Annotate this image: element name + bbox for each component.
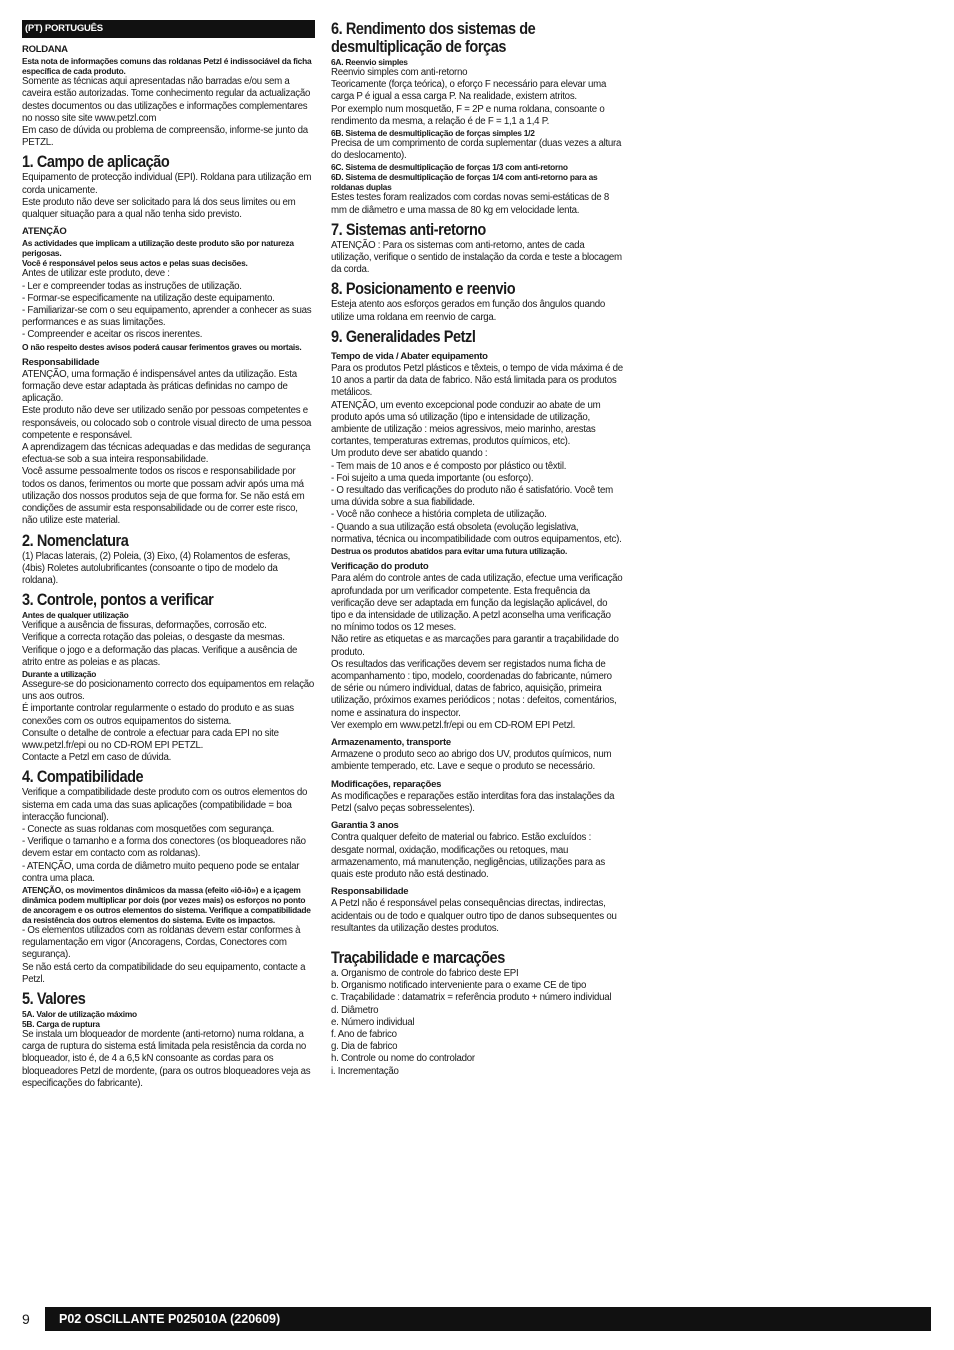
right-column — [331, 20, 623, 1078]
section-9-title: 9. Generalidades Petzl — [331, 327, 476, 346]
section-8-text: Esteja atento aos esforços gerados em função dos ângulos quando utilize uma roldana em reenvio de carga. — [331, 299, 605, 323]
marking-item: g. Dia de fabrico — [331, 1041, 398, 1053]
section-4-text-1: Verifique a compatibilidade deste produto com os outros elementos do sistema em cada uma das suas aplicações (compatibilidade = boa interacção funcional). - Conecte as suas roldanas com mosquetões com segurança. - Verifique o tamanho e a forma dos conectores (os bloqueadores não devem estar em contacto com as roldanas). - ATENÇÃO, uma corda de diâmetro muito pequeno pode se entalar contra uma placa. — [22, 787, 308, 884]
section-1-text: Equipamento de protecção individual (EPI). Roldana para utilização em corda unicamente. Este produto não deve ser solicitado para lá dos seus limites ou em qualquer situação para a qual não tenha sido previsto. — [22, 172, 312, 221]
section-2-title: 2. Nomenclatura — [22, 531, 129, 550]
page-number: 9 — [22, 1311, 30, 1327]
section-9-sub-5: Garantia 3 anos — [331, 820, 399, 832]
language-header: (PT) PORTUGUÊS — [22, 20, 315, 38]
section-9-sub-2: Verificação do produto — [331, 561, 429, 573]
section-3-text-2: Assegure-se do posicionamento correcto dos equipamentos em relação uns aos outros. É importante controlar regularmente o estado do produto e as suas conexões com os outros equipamentos do sistema. Consulte o detalhe de controle a efectuar para cada EPI no site www.petzl.fr/epi ou no CD-ROM EPI PETZL. Contacte a Petzl em caso de dúvida. — [22, 678, 315, 764]
section-1-bold-1: As actividades que implicam a utilização deste produto são por natureza perigosas. — [22, 238, 294, 259]
marking-item: b. Organismo notificado interveniente para o exame CE de tipo — [331, 980, 587, 992]
section-3-sub-2: Durante a utilização — [22, 668, 97, 679]
section-9-sub-4: Modificações, reparações — [331, 778, 442, 790]
section-6-text-1: Reenvio simples com anti-retorno Teoricamente (força teórica), o eforço F necessário para elevar uma carga P é igual a essa carga P. Na realidade, existem atritos. Por exemplo num mosquetão, F = 2P e numa roldana, consoante o rendimento da mesma, a relação é de F = 1,1 a 1,4 P. — [331, 67, 607, 127]
section-5-sub-1: 5A. Valor de utilização máximo — [22, 1008, 137, 1019]
section-10-title: Traçabilidade e marcações — [331, 948, 505, 967]
section-1-resp-text: ATENÇÃO, uma formação é indispensável antes da utilização. Esta formação deve estar adaptada às práticas definidas no campo de aplicação. Este produto não deve ser utilizado senão por pessoas competentes e responsáveis, ou colocado sob o controle visual directo de uma pessoa competente e responsável. A aprendizagem das técnicas adequadas e das medidas de segurança efectua-se sob a sua inteira responsabilidade. Você assume pessoalmente todos os riscos e responsabilidade por todos os danos, ferimentos ou morte que possam advir após uma má utilização dos nossos produtos seja de que forma for. Se não está em condições de assumir esta responsabilidade ou de correr este risco, não utilize este material. — [22, 368, 312, 527]
section-9-text-2: Para além do controle antes de cada utilização, efectue uma verificação aprofundada por um verificador competente. Esta frequência da verificação deve ser adaptada em função da legislação aplicável, do tipo e da intensidade de utilização. A petzl aconselha uma verificação no mínimo todos os 12 meses. Não retire as etiquetas e as marcações para garantir a traçabilidade do produto. Os resultados das verificações devem ser registados numa ficha de acompanhamento : tipo, modelo, coordenadas do fabricante, número de série ou número individual, datas de fabrico, aquisição, primeira utilização, próximos exames periódicos ; notas : defeitos, comentários, nome e assinatura do inspector. Ver exemplo em www.petzl.fr/epi ou em CD-ROM EPI Petzl. — [331, 573, 623, 731]
section-1-resp-title: Responsabilidade — [22, 356, 100, 368]
marking-item: f. Ano de fabrico — [331, 1029, 397, 1040]
section-9-sub-3: Armazenamento, transporte — [331, 736, 451, 748]
section-3-sub-1: Antes de qualquer utilização — [22, 610, 129, 621]
section-8-title: 8. Posicionamento e reenvio — [331, 280, 516, 299]
footer-reference: P02 OSCILLANTE P025010A (220609) — [45, 1307, 931, 1331]
section-9-text-4: As modificações e reparações estão interditas fora das instalações da Petzl (salvo peças sobresselentes). — [331, 790, 615, 814]
section-4-text-2: - Os elementos utilizados com as roldanas devem estar conformes à regulamentação em vigor (Ancoragens, Cordas, Conectores com segurança). Se não está certo da compatibilidade do seu equipamento, contacte a Petzl. — [22, 924, 306, 985]
section-6-sub-4: 6D. Sistema de desmultiplicação de forças 1/4 com anti-retorno para as roldanas duplas — [331, 172, 598, 193]
section-9-text-6: A Petzl não é responsável pelas consequências directas, indirectas, acidentais ou de todo e qualquer outro tipo de danos subsequentes ou resultantes da utilização destes produtos. — [331, 898, 617, 934]
section-2-text: (1) Placas laterais, (2) Poleia, (3) Eixo, (4) Rolamentos de esferas, (4bis) Roletes autolubrificantes (consoante o tipo de modelo da roldana). — [22, 550, 291, 586]
section-9-text-5: Contra qualquer defeito de material ou fabrico. Estão excluídos : desgate normal, oxidação, modificações ou retoques, mau armazenamento, má manutenção, negligências, utilizações para as quais este produto não está destinado. — [331, 832, 605, 880]
intro-bold: Esta nota de informações comuns das roldanas Petzl é indissociável da ficha específica de cada produto. — [22, 56, 312, 77]
section-1-title: 1. Campo de aplicação — [22, 153, 170, 172]
marking-item: a. Organismo de controle do fabrico deste EPI — [331, 967, 519, 979]
section-1-warning-title: ATENÇÃO — [22, 226, 67, 238]
marking-item: e. Número individual — [331, 1016, 415, 1028]
section-7-title: 7. Sistemas anti-retorno — [331, 220, 486, 239]
section-6-sub-3: 6C. Sistema de desmultiplicação de forças 1/3 com anti-retorno — [331, 162, 568, 173]
marking-item: d. Diâmetro — [331, 1004, 379, 1016]
section-9-text-1: Para os produtos Petzl plásticos e têxteis, o tempo de vida máxima é de 10 anos a partir da data de fabrico. Não está limitada para os produtos metálicos. ATENÇÃO, um evento excepcional pode conduzir ao abate de um produto após uma só utilização (tipo e intensidade de utilização, ambiente de utilização : meios agressivos, meio marinho, arestas cortantes, temperaturas extremas, produtos químicos, etc). Um produto deve ser abatido quando : - Tem mais de 10 anos e é composto por plástico ou têxtil. - Foi sujeito a uma queda importante (ou esforço). - O resultado das verificações do produto não é satisfatório. Você tem uma dúvida sobre a sua fiabilidade. - Você não conhece a história completa de utilização. - Quando a sua utilização está obsoleta (evolução legislativa, normativa, técnica ou incompatibilidade com outros equipamentos, etc). — [331, 363, 623, 545]
section-4-bold: ATENÇÃO, os movimentos dinâmicos da massa (efeito «iô-iô») e a içagem dinâmica podem multiplicar por dois (por vezes mais) os esforços no ponto de ancoragem e os outros elementos do sistema. Verifique a compatibilidade da resistência dos outros elementos do sistema. Evite os impactos. — [22, 884, 311, 925]
section-6-text-2: Precisa de um comprimento de corda suplementar (duas vezes a altura do deslocamento). — [331, 138, 622, 162]
section-5-title: 5. Valores — [22, 989, 86, 1008]
intro-title: ROLDANA — [22, 44, 68, 55]
section-9-sub-6: Responsabilidade — [331, 886, 409, 898]
section-4-title: 4. Compatibilidade — [22, 768, 144, 787]
section-1-bold-2: Você é responsável pelos seus actos e pelas suas decisões. — [22, 258, 248, 269]
section-6-text-3: Estes testes foram realizados com cordas novas semi-estáticas de 8 mm de diâmetro e uma massa de 80 kg em velocidade lenta. — [331, 192, 610, 216]
section-9-text-3: Armazene o produto seco ao abrigo dos UV, produtos químicos, num ambiente temperado, etc. Lave e seque o produto se necessário. — [331, 749, 612, 773]
marking-item: i. Incrementação — [331, 1065, 399, 1077]
section-9-sub-1: Tempo de vida / Abater equipamento — [331, 350, 488, 362]
marking-item: h. Controle ou nome do controlador — [331, 1053, 475, 1065]
section-1-list: Antes de utilizar este produto, deve : - Ler e compreender todas as instruções de utilização. - Formar-se especificamente na utilização deste equipamento. - Familiarizar-se com o seu equipamento, aprender a conhecer as suas performances e as suas limitações. - Compreender e aceitar os riscos inerentes. — [22, 268, 312, 341]
section-3-text-1: Verifique a ausência de fissuras, deformações, corrosão etc. Verifique a correcta rotação das poleias, o desgaste da mesmas. Verifique o jogo e a deformação das placas. Verifique a ausência de atrito entre as poleias e as placas. — [22, 620, 298, 668]
marking-list — [331, 968, 623, 1078]
section-5-sub-2: 5B. Carga de ruptura — [22, 1018, 100, 1029]
left-column — [22, 20, 315, 1090]
section-6-sub-2: 6B. Sistema de desmultiplicação de forças simples 1/2 — [331, 128, 535, 139]
section-1-bold-3: O não respeito destes avisos poderá causar ferimentos graves ou mortais. — [22, 341, 302, 352]
section-9-bold-1: Destrua os produtos abatidos para evitar uma futura utilização. — [331, 546, 568, 557]
section-7-text: ATENÇÃO : Para os sistemas com anti-retorno, antes de cada utilização, verifique o sentido de instalação da corda e teste a blocagem da corda. — [331, 239, 622, 276]
section-6-title: 6. Rendimento dos sistemas de desmultiplicação de forças — [331, 20, 536, 56]
section-5-text: Se instala um bloqueador de mordente (anti-retorno) numa roldana, a carga de ruptura do sistema está limitada pela resistência da corda no bloqueador, isto é, de 4 a 6,5 kN consoante as cordas para os bloqueadores Petzl de mordente, (para os outros bloqueadores veja as especificações do fabricante). — [22, 1028, 311, 1089]
marking-item: c. Traçabilidade : datamatrix = referência produto + número individual — [331, 992, 612, 1004]
section-3-title: 3. Controle, pontos a verificar — [22, 591, 214, 610]
intro-text: Somente as técnicas aqui apresentadas não barradas e/ou sem a caveira estão autorizadas. Tome conhecimento regular da actualização destes documentos ou das utilizações e informações complementares no nosso site site www.petzl.com Em caso de dúvida ou problema de compreensão, informe-se junto da PETZL. — [22, 76, 311, 149]
section-6-sub-1: 6A. Reenvio simples — [331, 57, 408, 67]
